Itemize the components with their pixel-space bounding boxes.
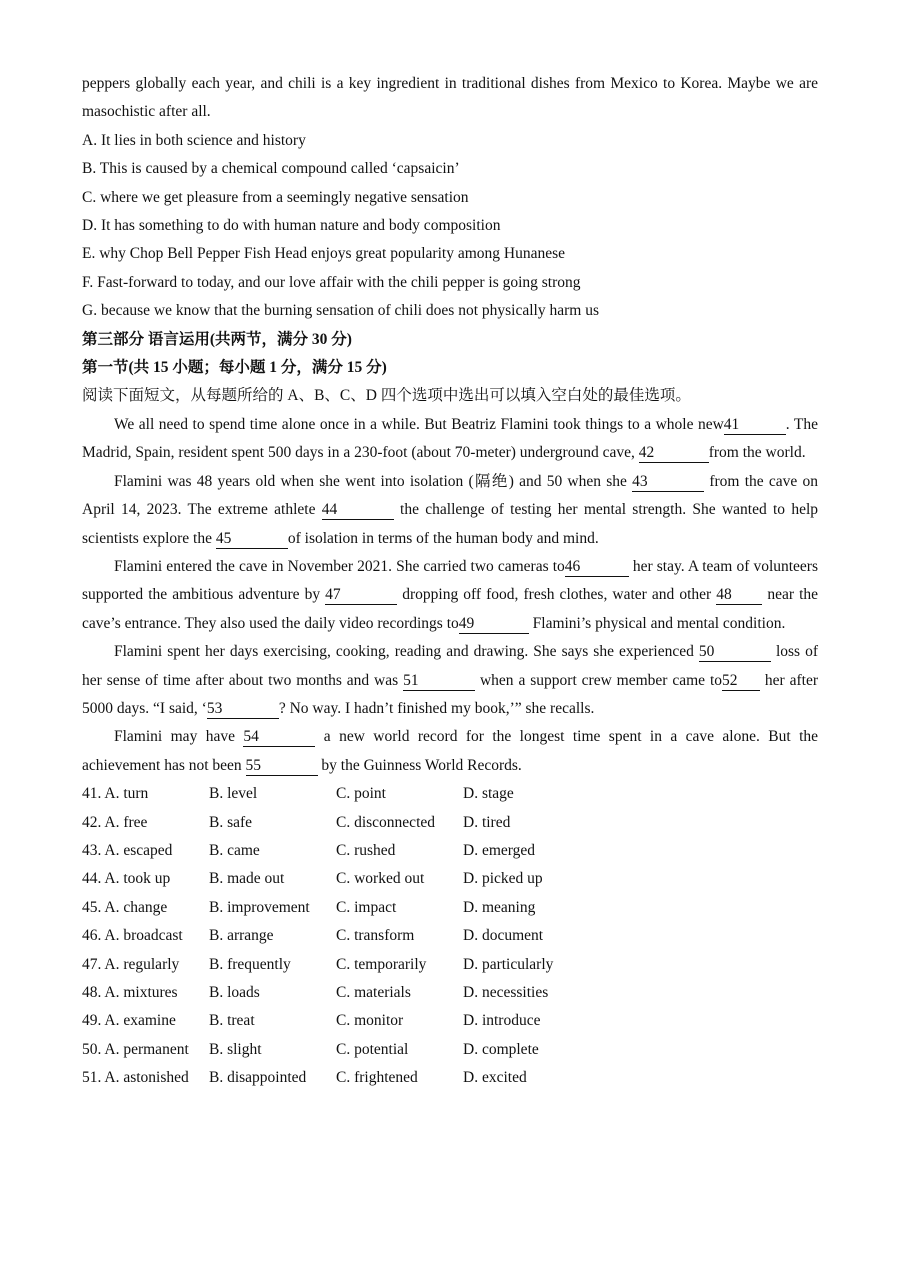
option-b: B. treat — [209, 1012, 255, 1030]
option-b: B. disappointed — [209, 1069, 307, 1087]
option-c: C. where we get pleasure from a seemingly negative sensation — [82, 188, 469, 206]
cloze-paragraph-2 — [82, 468, 818, 553]
option-a: 41. A. turn — [82, 785, 149, 803]
cloze-paragraph-1 — [82, 411, 818, 468]
p4-text-3: when a support crew member came to — [479, 671, 723, 689]
option-f: F. Fast-forward to today, and our love affair with the chili pepper is going strong — [82, 273, 581, 291]
p1-text-1: We all need to spend time alone once in a while. But Beatriz Flamini took things to a whole new — [114, 415, 724, 433]
option-a: 51. A. astonished — [82, 1069, 189, 1087]
option-b: B. arrange — [209, 927, 274, 945]
option-b: B. slight — [209, 1040, 262, 1058]
blank-52: 52 — [722, 672, 760, 691]
option-a: 50. A. permanent — [82, 1040, 189, 1058]
p4-text-2: loss of her sense of time after about two months and was — [82, 643, 818, 689]
question-43 — [82, 837, 818, 865]
blank-49: 49 — [459, 615, 529, 634]
p3-text-5: Flamini’s physical and mental condition. — [532, 614, 786, 632]
option-c: C. disconnected — [336, 813, 436, 831]
p3-text-3: dropping off food, fresh clothes, water and other — [402, 586, 712, 604]
option-g: G. because we know that the burning sensation of chili does not physically harm us — [82, 302, 599, 320]
option-b: B. made out — [209, 870, 285, 888]
cloze-paragraph-3 — [82, 553, 818, 638]
p3-text-4: near the cave’s entrance. They also used the daily video recordings to — [82, 586, 819, 632]
option-a: 49. A. examine — [82, 1012, 176, 1030]
option-c: C. frightened — [336, 1069, 418, 1087]
p2-text-4: of isolation in terms of the human body and mind. — [287, 529, 599, 547]
question-50 — [82, 1036, 818, 1064]
p2-text-2: from the cave on April 14, 2023. The extreme athlete — [82, 472, 818, 519]
question-options-list — [82, 780, 818, 1092]
instruction-text: 阅读下面短文，从每题所给的 A、B、C、D 四个选项中选出可以填入空白处的最佳选项。 — [82, 387, 691, 405]
question-42 — [82, 809, 818, 837]
option-d: D. meaning — [463, 898, 536, 916]
blank-47: 47 — [325, 586, 397, 605]
question-44 — [82, 865, 818, 893]
p3-text-1: Flamini entered the cave in November 2021. She carried two cameras to — [114, 557, 565, 575]
option-d: D. stage — [463, 785, 514, 803]
question-46 — [82, 922, 818, 950]
option-c: C. potential — [336, 1040, 409, 1058]
p5-text-2: a new world record for the longest time spent in a cave alone. But the achievement has not been — [82, 728, 819, 774]
blank-53: 53 — [207, 700, 279, 719]
option-c: C. transform — [336, 927, 415, 945]
p1-text-3: from the world. — [708, 444, 806, 462]
question-41 — [82, 780, 818, 808]
option-c: C. temporarily — [336, 955, 427, 973]
option-d: D. It has something to do with human nature and body composition — [82, 217, 501, 235]
question-49 — [82, 1007, 818, 1035]
question-51 — [82, 1064, 818, 1092]
option-b: B. improvement — [209, 898, 310, 916]
blank-42: 42 — [639, 444, 709, 463]
option-d: D. complete — [463, 1040, 539, 1058]
option-d: D. tired — [463, 813, 511, 831]
question-45 — [82, 894, 818, 922]
option-c: C. rushed — [336, 841, 396, 859]
blank-43: 43 — [632, 473, 704, 492]
blank-50: 50 — [699, 643, 771, 662]
p2-text-3: the challenge of testing her mental strength. She wanted to help scientists explore the — [82, 501, 819, 547]
option-b: B. level — [209, 785, 258, 803]
exam-page — [82, 70, 818, 1092]
blank-55: 55 — [246, 757, 318, 776]
blank-44: 44 — [322, 501, 394, 520]
option-a: 48. A. mixtures — [82, 983, 178, 1001]
option-a: A. It lies in both science and history — [82, 131, 306, 149]
question-47 — [82, 951, 818, 979]
cloze-paragraph-5 — [82, 723, 818, 780]
option-a: 45. A. change — [82, 898, 168, 916]
option-d: D. document — [463, 927, 544, 945]
blank-48: 48 — [716, 586, 762, 605]
part3-heading: 第三部分 语言运用(共两节，满分 30 分) — [82, 330, 352, 348]
option-d: D. introduce — [463, 1012, 541, 1030]
option-b: B. frequently — [209, 955, 291, 973]
option-e: E. why Chop Bell Pepper Fish Head enjoys great popularity among Hunanese — [82, 245, 565, 263]
p5-text-1: Flamini may have — [114, 728, 235, 746]
p4-text-4: her after 5000 days. “I said, ‘ — [82, 671, 819, 717]
option-d: D. emerged — [463, 841, 536, 859]
option-d: D. picked up — [463, 870, 543, 888]
option-a: 42. A. free — [82, 813, 148, 831]
cloze-paragraph-4 — [82, 638, 818, 723]
option-a: 46. A. broadcast — [82, 927, 183, 945]
option-a: 44. A. took up — [82, 870, 171, 888]
seven-choice-options — [82, 127, 818, 326]
option-d: D. necessities — [463, 983, 549, 1001]
blank-41: 41 — [724, 416, 786, 435]
option-b: B. This is caused by a chemical compound called ‘capsaicin’ — [82, 160, 460, 178]
option-c: C. point — [336, 785, 386, 803]
option-c: C. monitor — [336, 1012, 404, 1030]
p5-text-3: by the Guinness World Records. — [321, 756, 522, 774]
blank-45: 45 — [216, 530, 288, 549]
blank-51: 51 — [403, 672, 475, 691]
option-b: B. loads — [209, 983, 260, 1001]
p4-text-5: ? No way. I hadn’t finished my book,’” she recalls. — [278, 699, 595, 717]
section1-heading: 第一节(共 15 小题；每小题 1 分，满分 15 分) — [82, 359, 387, 377]
option-c: C. materials — [336, 983, 411, 1001]
question-48 — [82, 979, 818, 1007]
blank-46: 46 — [565, 558, 629, 577]
option-b: B. safe — [209, 813, 253, 831]
option-c: C. impact — [336, 898, 397, 916]
option-a: 47. A. regularly — [82, 955, 180, 973]
p4-text-1: Flamini spent her days exercising, cooking, reading and drawing. She says she experienced — [114, 643, 694, 661]
option-d: D. particularly — [463, 955, 554, 973]
option-a: 43. A. escaped — [82, 841, 173, 859]
p1-text-2: . The Madrid, Spain, resident spent 500 days in a 230-foot (about 70-meter) underground cave, — [82, 415, 818, 462]
p3-text-2: her stay. A team of volunteers supported the ambitious adventure by — [82, 557, 819, 604]
p2-text-1: Flamini was 48 years old when she went into isolation (隔绝) and 50 when she — [114, 472, 627, 490]
option-c: C. worked out — [336, 870, 425, 888]
passage-continuation: peppers globally each year, and chili is a key ingredient in traditional dishes from Mexico to Korea. Maybe we are masochistic after all. — [82, 75, 818, 121]
blank-54: 54 — [243, 728, 315, 747]
option-b: B. came — [209, 841, 260, 859]
option-d: D. excited — [463, 1069, 527, 1087]
